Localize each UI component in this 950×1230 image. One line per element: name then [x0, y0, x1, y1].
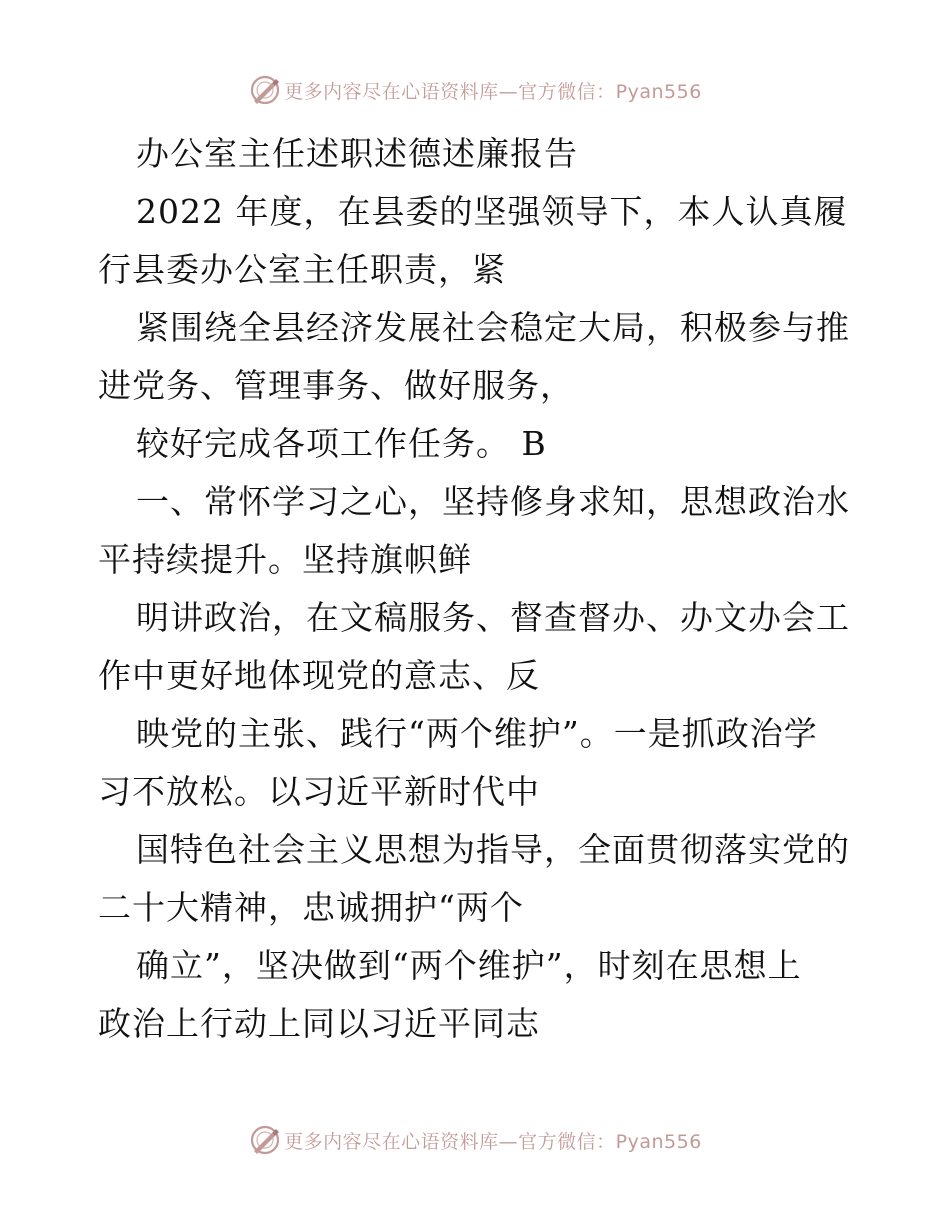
text-line: 习不放松。以习近平新时代中 [98, 772, 540, 811]
text-line: 作中更好地体现党的意志、反 [98, 656, 540, 695]
watermark-text: 更多内容尽在心语资料库—官方微信：Pyan556 [284, 1130, 702, 1153]
text-line: 办公室主任述职述德述廉报告 [136, 134, 578, 173]
footer-watermark [0, 1123, 950, 1157]
text-line: 一、常怀学习之心，坚持修身求知，思想政治水 [136, 482, 850, 521]
text-line: 进党务、管理事务、做好服务， [98, 366, 574, 405]
text-line: 平持续提升。坚持旗帜鲜 [98, 540, 472, 579]
pen-logo-icon [248, 1123, 282, 1157]
text-line: 2022 年度，在县委的坚强领导下，本人认真履 [136, 192, 848, 231]
text-line: 二十大精神，忠诚拥护“两个 [98, 888, 524, 927]
text-line: 较好完成各项工作任务。 B [136, 424, 547, 463]
text-line: 国特色社会主义思想为指导，全面贯彻落实党的 [136, 830, 850, 869]
text-line: 紧围绕全县经济发展社会稳定大局，积极参与推 [136, 308, 850, 347]
text-line: 明讲政治，在文稿服务、督查督办、办文办会工 [136, 598, 850, 637]
watermark-text: 更多内容尽在心语资料库—官方微信：Pyan556 [284, 80, 702, 103]
text-line: 政治上行动上同以习近平同志 [98, 1004, 540, 1043]
text-line: 映党的主张、践行“两个维护”。一是抓政治学 [136, 714, 818, 753]
text-line: 行县委办公室主任职责，紧 [98, 250, 506, 289]
header-watermark [0, 73, 950, 107]
pen-logo-icon [248, 73, 282, 107]
document-body [98, 125, 858, 1053]
text-line: 确立”，坚决做到“两个维护”，时刻在思想上 [136, 946, 802, 985]
